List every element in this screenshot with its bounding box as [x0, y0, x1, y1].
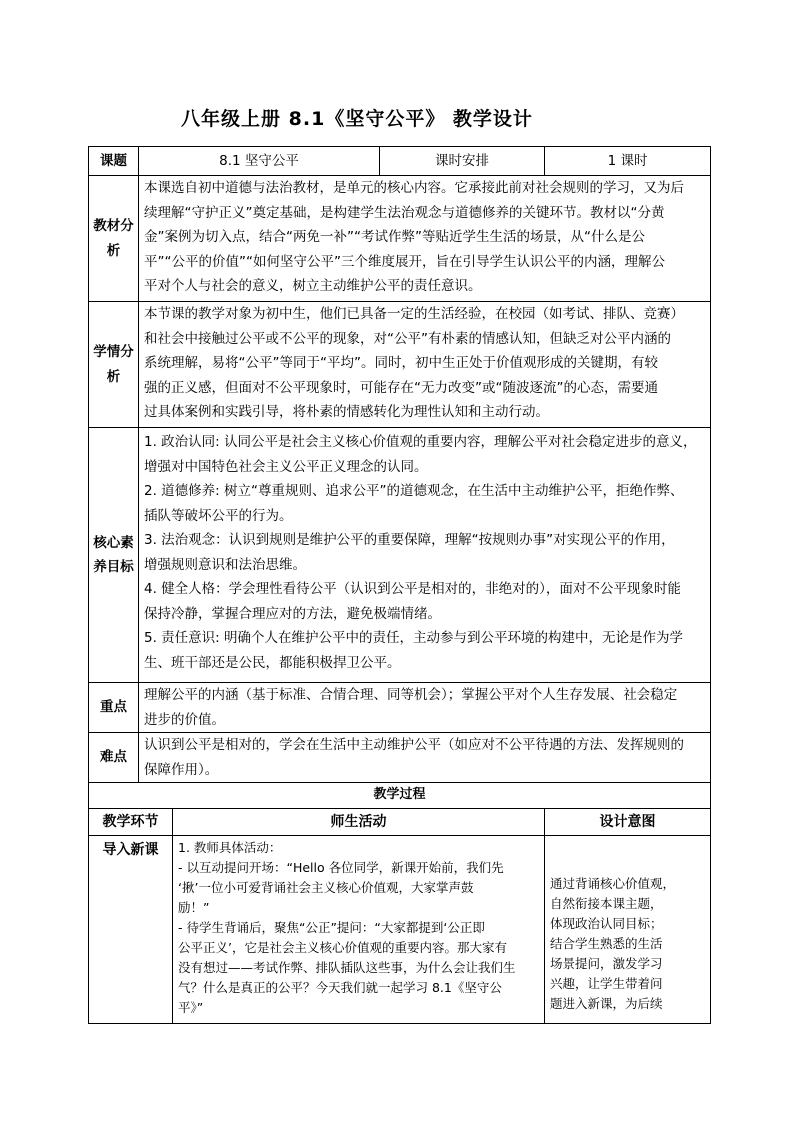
- activity-column-header: 师生活动: [173, 809, 545, 836]
- material-line: 本课选自初中道德与法治教材，是单元的核心内容。它承接此前对社会规则的学习，又为后: [144, 180, 684, 196]
- literacy-line: 插队等破坏公平的行为。: [144, 507, 293, 524]
- key-points-label: 重点: [89, 683, 139, 733]
- document-title: 八年级上册 8.1《坚守公平》 教学设计: [181, 108, 533, 130]
- intro-row: [89, 836, 711, 1024]
- key-points-text: [139, 683, 711, 733]
- schedule-label: 课时安排: [380, 147, 545, 176]
- material-text: [139, 176, 711, 302]
- activity-line: 公平正义’，它是社会主义核心价值观的重要内容。那大家有: [178, 940, 507, 955]
- activity-line: ‘揪’一位小可爱背诵社会主义核心价值观，大家掌声鼓: [178, 880, 474, 895]
- activity-line: 励！”: [178, 900, 210, 915]
- intent-column-header: 设计意图: [545, 809, 711, 836]
- activity-line: 平》”: [178, 1000, 204, 1015]
- literacy-line: 增强对中国特色社会主义公平正义理念的认同。: [144, 458, 428, 475]
- lesson-plan-table: [88, 146, 711, 1024]
- intent-text: [545, 836, 711, 1024]
- activity-text: [173, 836, 545, 1024]
- literacy-line: 生、班干部还是公民，都能积极捍卫公平。: [144, 654, 401, 671]
- key-points-line: 理解公平的内涵（基于标准、合情合理、同等机会）；掌握公平对个人生存发展、社会稳定: [144, 687, 678, 703]
- topic-row: [89, 147, 711, 176]
- material-row: [89, 176, 711, 302]
- process-title: 教学过程: [89, 783, 711, 809]
- activity-line: - 待学生背诵后，聚焦“公正”提问：“大家都提到‘公正即: [178, 920, 485, 935]
- material-line: 平对个人与社会的意义，树立主动维护公平的责任意识。: [144, 278, 482, 294]
- literacy-item: [144, 626, 705, 675]
- material-label: 教材分析: [89, 176, 139, 302]
- students-line: 强的正义感，但面对不公平现象时，可能存在“无力改变”或“随波逐流”的心态，需要通: [144, 379, 658, 396]
- topic-label: 课题: [89, 147, 139, 176]
- literacy-line: 4. 健全人格：学会理性看待公平（认识到公平是相对的，非绝对的），面对不公平现象时能: [144, 581, 681, 597]
- literacy-text: [139, 428, 711, 683]
- literacy-item: [144, 577, 705, 626]
- students-line: 过具体案例和实践引导，将朴素的情感转化为理性认知和主动行动。: [144, 404, 549, 420]
- intent-line: 场景提问，激发学习: [550, 956, 663, 971]
- key-points-line: 进步的价值。: [144, 711, 225, 728]
- difficulties-line: 认识到公平是相对的，学会在生活中主动维护公平（如应对不公平待遇的方法、发挥规则的: [144, 737, 684, 753]
- students-text: [139, 302, 711, 428]
- activity-line: - 以互动提问开场：“Hello 各位同学，新课开始前，我们先: [178, 860, 504, 875]
- schedule-value: 1 课时: [545, 147, 711, 176]
- students-line: 系统理解，易将“公平”等同于“平均”。同时，初中生正处于价值观形成的关键期，有较: [144, 355, 658, 371]
- students-line: 本节课的教学对象为初中生，他们已具备一定的生活经验，在校园（如考试、排队、竞赛）: [144, 306, 684, 322]
- difficulties-label: 难点: [89, 733, 139, 783]
- difficulties-text: [139, 733, 711, 783]
- key-points-row: [89, 683, 711, 733]
- literacy-line: 1. 政治认同: 认同公平是社会主义核心价值观的重要内容，理解公平对社会稳定进步的意义，: [144, 434, 697, 450]
- stage-column-header: 教学环节: [89, 809, 173, 836]
- material-line: 平”“公平的价值”“如何坚守公平”三个维度展开，旨在引导学生认识公平的内涵，理解公: [144, 253, 665, 270]
- intent-line: 题进入新课，为后续: [550, 996, 663, 1011]
- students-label: 学情分析: [89, 302, 139, 428]
- literacy-line: 保持冷静，掌握合理应对的方法，避免极端情绪。: [144, 605, 441, 622]
- difficulties-row: [89, 733, 711, 783]
- intent-line: 通过背诵核心价值观，: [550, 876, 676, 891]
- literacy-label: 核心素养目标: [89, 428, 139, 683]
- material-line: 续理解“守护正义”奠定基础，是构建学生法治观念与道德修养的关键环节。教材以“分黄: [144, 204, 665, 221]
- literacy-row: [89, 428, 711, 683]
- process-header-row: [89, 809, 711, 836]
- activity-line: 没有想过——考试作弊、排队插队这些事，为什么会让我们生: [178, 960, 516, 975]
- literacy-line: 3. 法治观念：认识到规则是维护公平的重要保障，理解“按规则办事”对实现公平的作用，: [144, 532, 675, 548]
- literacy-item: [144, 528, 705, 577]
- literacy-line: 2. 道德修养: 树立“尊重规则、追求公平”的道德观念，在生活中主动维护公平，拒绝作弊、: [144, 483, 684, 499]
- difficulties-line: 保障作用）。: [144, 761, 219, 778]
- intent-line: 自然衔接本课主题，: [550, 896, 663, 911]
- students-row: [89, 302, 711, 428]
- activity-line: 1. 教师具体活动：: [178, 840, 282, 855]
- process-title-row: [89, 783, 711, 809]
- material-line: 金”案例为切入点，结合“两免一补”“考试作弊”等贴近学生生活的场景，从“什么是公: [144, 229, 645, 245]
- literacy-line: 5. 责任意识: 明确个人在维护公平中的责任，主动参与到公平环境的构建中，无论是作为学: [144, 630, 684, 646]
- intent-line: 兴趣，让学生带着问: [550, 976, 663, 991]
- stage-intro: 导入新课: [89, 836, 173, 1024]
- literacy-item: [144, 479, 705, 528]
- topic-value: 8.1 坚守公平: [139, 147, 380, 176]
- students-line: 和社会中接触过公平或不公平的现象，对“公平”有朴素的情感认知，但缺乏对公平内涵的: [144, 330, 671, 347]
- intent-line: 体现政治认同目标；: [550, 916, 663, 931]
- literacy-line: 增强规则意识和法治思维。: [144, 556, 306, 573]
- literacy-item: [144, 430, 705, 479]
- activity-line: 气？什么是真正的公平？今天我们就一起学习 8.1《坚守公: [178, 980, 502, 995]
- intent-line: 结合学生熟悉的生活: [550, 936, 663, 951]
